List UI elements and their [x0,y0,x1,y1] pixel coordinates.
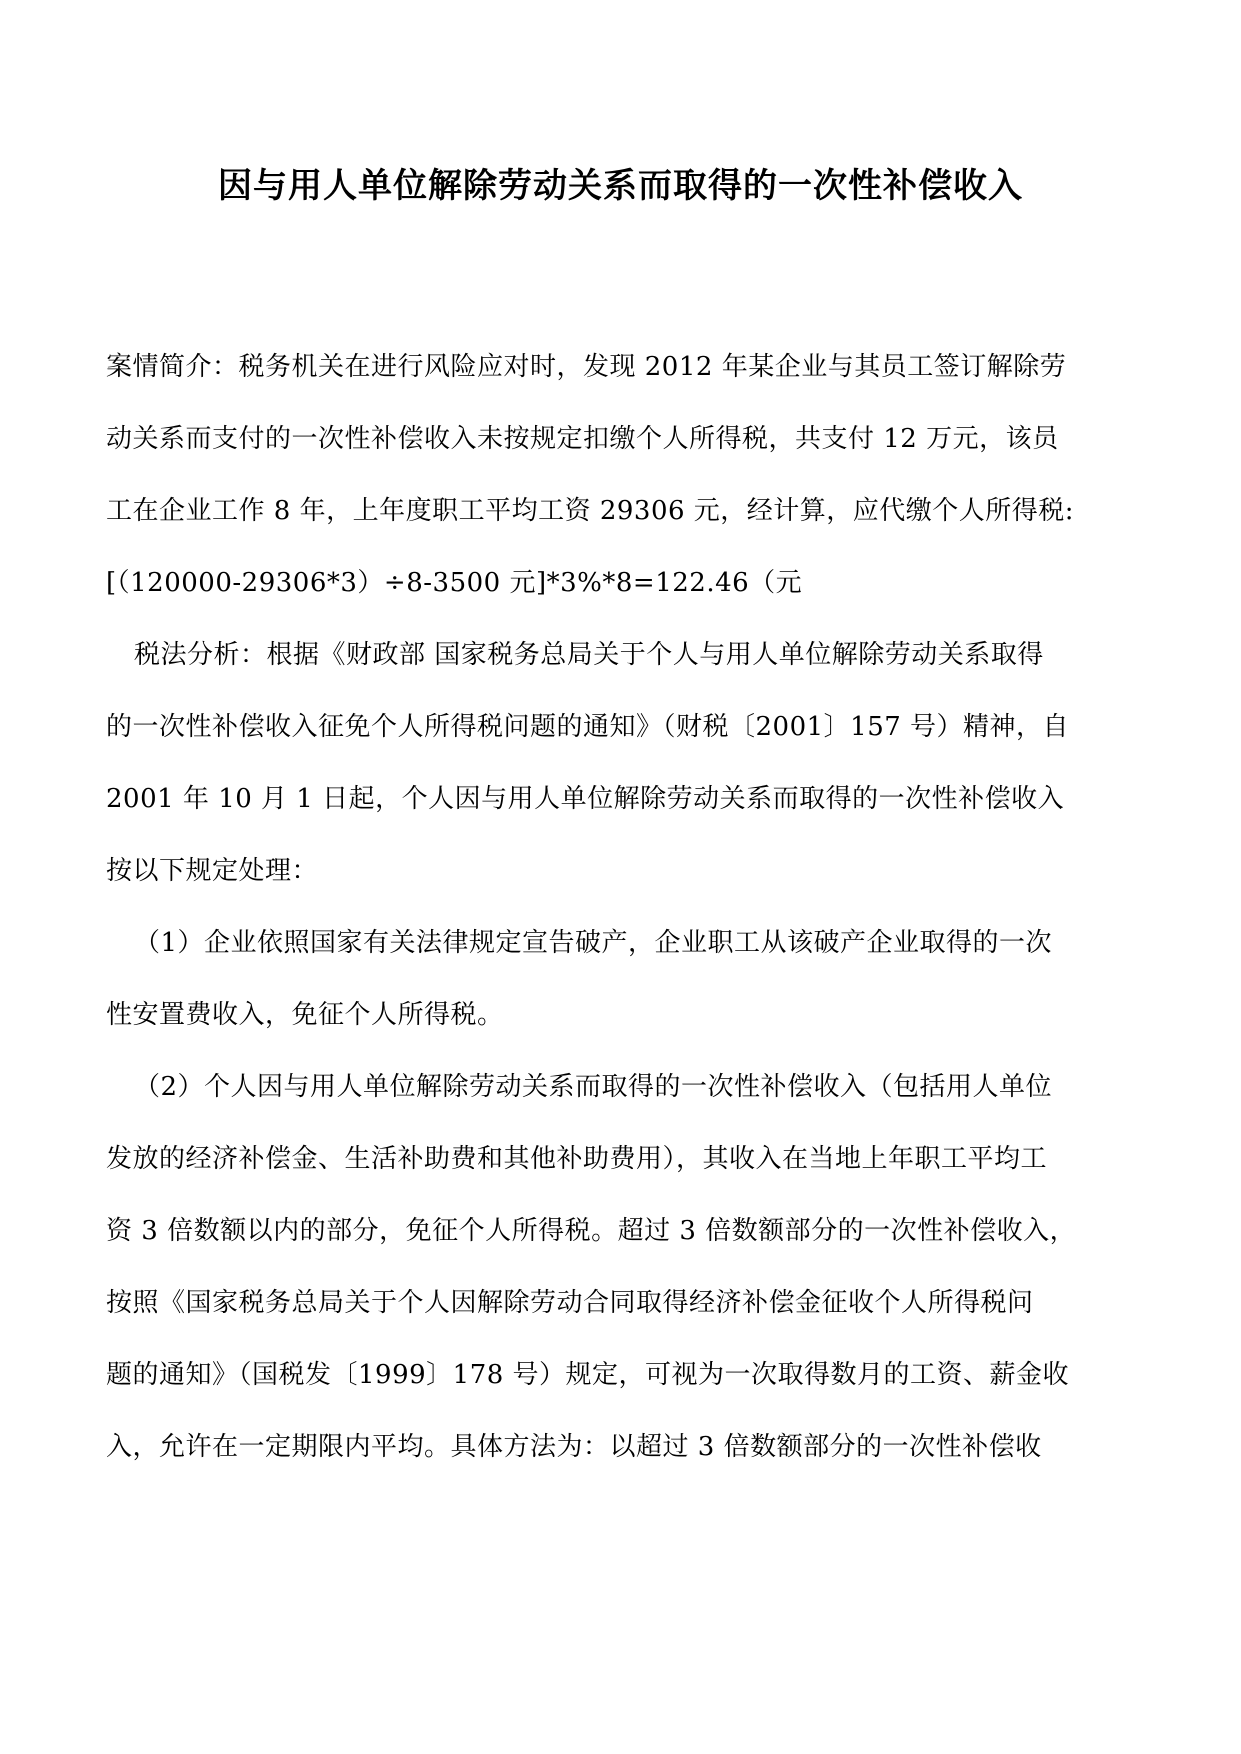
paragraph-line: 案情简介：税务机关在进行风险应对时，发现 2012 年某企业与其员工签订解除劳 [106,352,1067,382]
paragraph-line: 2001 年 10 月 1 日起，个人因与用人单位解除劳动关系而取得的一次性补偿收入 [106,784,1065,814]
paragraph-line: 按照《国家税务总局关于个人因解除劳动合同取得经济补偿金征收个人所得税问 [106,1288,1034,1318]
paragraph-line: 性安置费收入，免征个人所得税。 [106,1000,504,1030]
paragraph-line: 资 3 倍数额以内的部分，免征个人所得税。超过 3 倍数额部分的一次性补偿收入， [106,1216,1077,1246]
paragraph-line: （2）个人因与用人单位解除劳动关系而取得的一次性补偿收入（包括用人单位 [134,1072,1053,1102]
paragraph-line: 入，允许在一定期限内平均。具体方法为：以超过 3 倍数额部分的一次性补偿收 [106,1432,1042,1462]
paragraph-line: 发放的经济补偿金、生活补助费和其他补助费用），其收入在当地上年职工平均工 [106,1144,1048,1174]
paragraph-line: （1）企业依照国家有关法律规定宣告破产，企业职工从该破产企业取得的一次 [134,928,1053,958]
paragraph-line: [（120000-29306*3）÷8-3500 元]*3%*8=122.46（元 [106,568,803,598]
paragraph-line: 的一次性补偿收入征免个人所得税问题的通知》（财税〔2001〕157 号）精神，自 [106,712,1070,742]
paragraph-line: 按以下规定处理： [106,856,319,886]
paragraph-line: 税法分析：根据《财政部 国家税务总局关于个人与用人单位解除劳动关系取得 [134,640,1044,670]
paragraph-line: 题的通知》（国税发〔1999〕178 号）规定，可视为一次取得数月的工资、薪金收 [106,1360,1070,1390]
document-title: 因与用人单位解除劳动关系而取得的一次性补偿收入 [218,166,1023,206]
paragraph-line: 动关系而支付的一次性补偿收入未按规定扣缴个人所得税，共支付 12 万元，该员 [106,424,1059,454]
paragraph-line: 工在企业工作 8 年，上年度职工平均工资 29306 元，经计算，应代缴个人所得税: [106,496,1075,526]
